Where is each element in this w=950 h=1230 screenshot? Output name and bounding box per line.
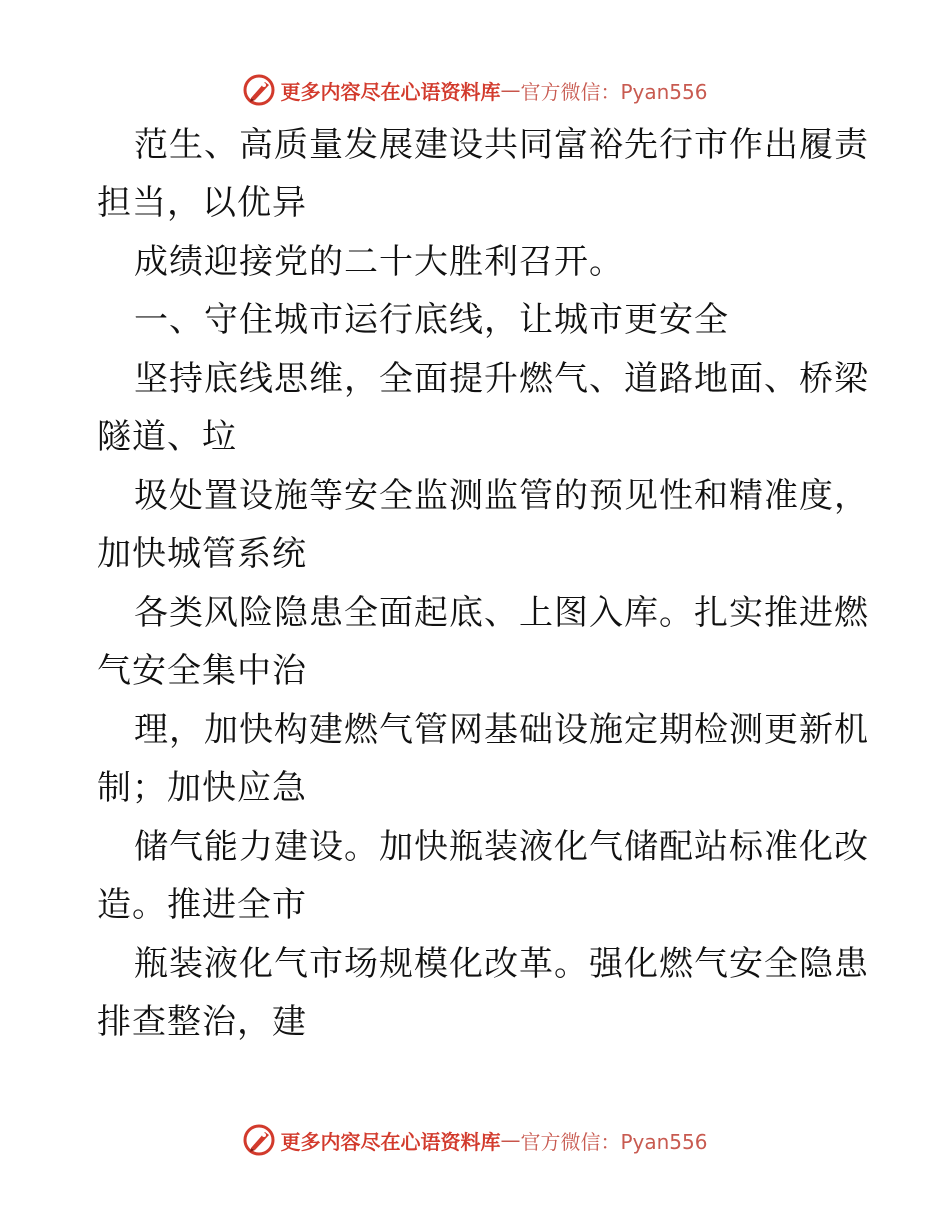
text-line: 范生、高质量发展建设共同富裕先行市作出履责 [134,125,869,165]
watermark-dash: — [500,1128,521,1152]
text-line: 担当，以优异 [97,183,307,223]
text-line: 造。推进全市 [97,885,307,925]
text-line: 制；加快应急 [97,768,307,808]
text-line: 气安全集中治 [97,651,307,691]
pen-logo-icon [242,1123,276,1157]
watermark-text [280,1126,707,1155]
text-line: 隧道、垃 [97,417,237,457]
text-line: 一、守住城市运行底线，让城市更安全 [134,300,729,340]
text-line: 瓶装液化气市场规模化改革。强化燃气安全隐患 [134,944,869,984]
watermark-brand: 更多内容尽在心语资料库 [280,1129,501,1154]
pen-logo-icon [242,73,276,107]
footer-watermark [0,1120,950,1160]
text-line: 各类风险隐患全面起底、上图入库。扎实推进燃 [134,593,869,633]
watermark-wechat: 官方微信：Pyan556 [520,1129,708,1154]
text-line: 成绩迎接党的二十大胜利召开。 [134,242,624,282]
watermark-brand: 更多内容尽在心语资料库 [280,79,501,104]
text-line: 储气能力建设。加快瓶装液化气储配站标准化改 [134,827,869,867]
header-watermark [0,70,950,110]
watermark-wechat: 官方微信：Pyan556 [520,79,708,104]
text-line: 排查整治，建 [97,1002,307,1042]
text-line: 加快城管系统 [97,534,307,574]
text-line: 理，加快构建燃气管网基础设施定期检测更新机 [134,710,869,750]
watermark-dash: — [500,78,521,102]
watermark-text [280,76,707,105]
text-line: 坚持底线思维，全面提升燃气、道路地面、桥梁 [134,359,869,399]
text-line: 圾处置设施等安全监测监管的预见性和精准度， [134,476,869,516]
